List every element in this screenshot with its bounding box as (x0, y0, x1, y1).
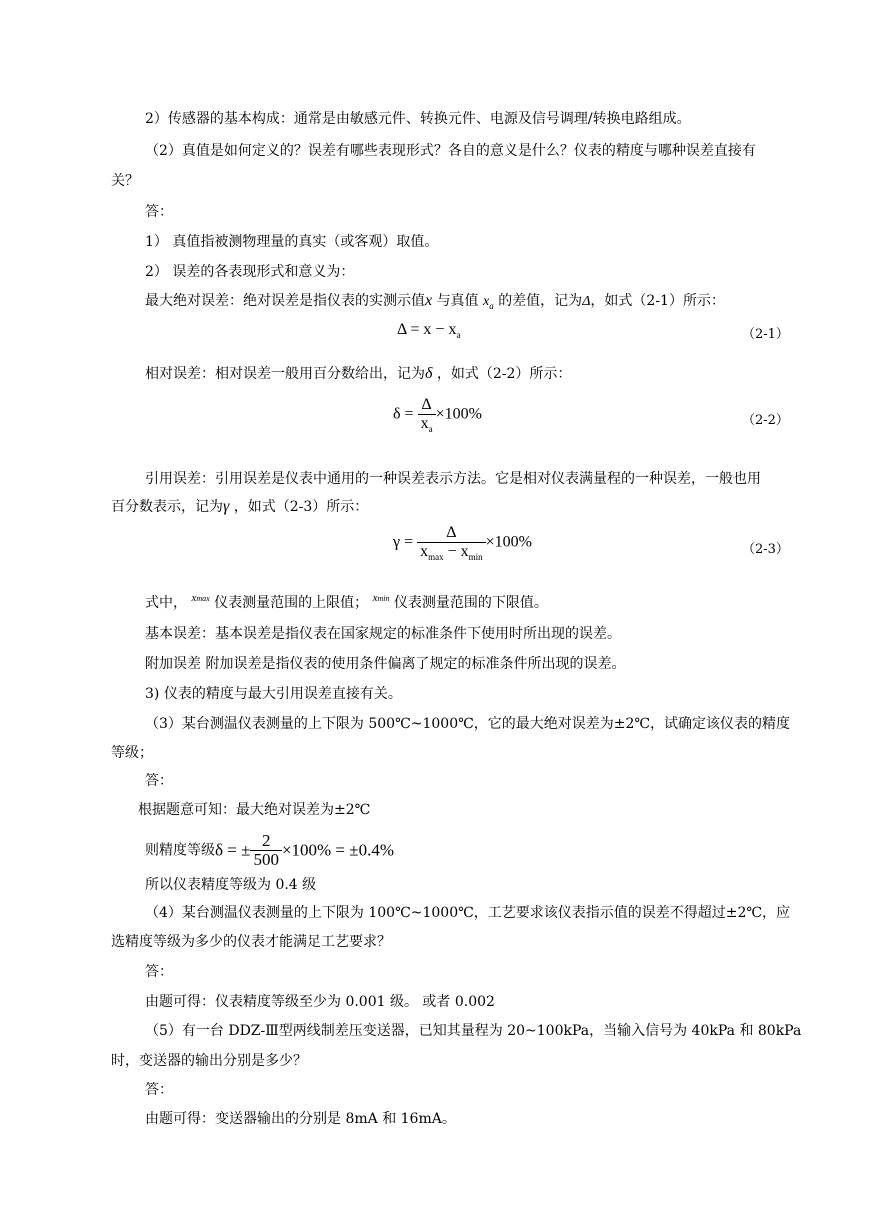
relative-error-definition: 相对误差：相对误差一般用百分数给出，记为δ ，如式（2-2）所示： (145, 365, 572, 382)
answer-4-result: 由题可得：仪表精度等级至少为 0.001 级。 或者 0.002 (145, 994, 495, 1010)
answer-3-given: 根据题意可知：最大绝对误差为±2℃ (138, 802, 371, 818)
question-4-line1: （4）某台测温仪表测量的上下限为 100℃~1000℃，工艺要求该仪表指示值的误差不得超过±2℃，应 (145, 905, 791, 921)
symbol-x-min: xmin (372, 592, 390, 604)
symbol-x: x (425, 292, 433, 309)
symbol-x-max: xmax (191, 592, 210, 604)
answer-3-result: 所以仪表精度等级为 0.4 级 (145, 877, 317, 893)
answer-item-3: 3) 仪表的精度与最大引用误差直接有关。 (145, 686, 402, 702)
question-2-line1: （2）真值是如何定义的？误差有哪些表现形式？各自的意义是什么？仪表的精度与哪种误差直接有 (145, 143, 756, 159)
symbol-gamma: γ (223, 498, 230, 515)
absolute-error-definition (145, 292, 725, 311)
where-clause: 式中， $^{xmax}$ 仪表测量范围的上限值； $^{xmin}$ 仪表测量范围的下限值。 (145, 592, 548, 611)
additional-error-definition: 附加误差 附加误差是指仪表的使用条件偏离了规定的标准条件所出现的误差。 (145, 656, 626, 672)
absolute-error-text-c: 的差值，记为 (498, 293, 583, 309)
equation-2-2: δ = $\frac{\Delta}{x_a}$ ×100% (393, 396, 482, 434)
reference-error-line1: 引用误差：引用误差是仪表中通用的一种误差表示方法。它是相对仪表满量程的一种误差，一般也用 (145, 471, 761, 487)
absolute-error-text-a: 最大绝对误差：绝对误差是指仪表的实测示值 (145, 293, 425, 309)
question-5-line2: 时，变送器的输出分别是多少？ (111, 1053, 307, 1069)
answer-3-calc: 则精度等级δ = ± $\frac{2}{500}$ ×100% = ±0.4% (145, 831, 395, 869)
basic-error-definition: 基本误差：基本误差是指仪表在国家规定的标准条件下使用时所出现的误差。 (145, 626, 621, 642)
reference-error-line2: 百分数表示，记为γ ，如式（2-3）所示： (111, 498, 369, 515)
symbol-delta-upper: Δ (582, 294, 591, 309)
symbol-delta: δ (425, 365, 433, 382)
paragraph-sensor-composition: 2）传感器的基本构成：通常是由敏感元件、转换元件、电源及信号调理/转换电路组成。 (145, 111, 691, 127)
question-5-line1: （5）有一台 DDZ-Ⅲ型两线制差压变送器，已知其量程为 20~100kPa，当输入信号为 40kPa 和 80kPa (145, 1023, 802, 1039)
question-3-line2: 等级； (111, 745, 153, 761)
answer-label-4: 答： (145, 964, 173, 980)
answer-label-5: 答： (145, 1082, 173, 1098)
equation-2-3: γ = $\frac{\Delta}{x_{max} - x_{min}}$ ×100% (393, 524, 532, 562)
equation-2-3-number: （2-3） (742, 542, 789, 557)
absolute-error-text-b: 与真值 (436, 293, 479, 309)
question-3-line1: （3）某台测温仪表测量的上下限为 500℃~1000℃，它的最大绝对误差为±2℃，试确定该仪表的精度 (145, 716, 791, 732)
symbol-xa: $x_a$ (483, 294, 494, 311)
answer-label-3: 答： (145, 773, 173, 789)
equation-2-2-number: （2-2） (742, 413, 789, 428)
answer-label: 答： (145, 204, 173, 220)
answer-item-1: 1） 真值指被测物理量的真实（或客观）取值。 (145, 234, 439, 250)
answer-item-2: 2） 误差的各表现形式和意义为： (145, 264, 355, 280)
equation-2-1-number: （2-1） (742, 327, 789, 342)
question-2-line2: 关？ (111, 173, 139, 189)
equation-2-1: $\Delta = x - x_a$ (397, 321, 461, 340)
absolute-error-text-d: ，如式（2-1）所示： (590, 293, 725, 309)
question-4-line2: 选精度等级为多少的仪表才能满足工艺要求？ (111, 934, 391, 950)
answer-5-result: 由题可得：变送器输出的分别是 8mA 和 16mA。 (145, 1111, 456, 1127)
